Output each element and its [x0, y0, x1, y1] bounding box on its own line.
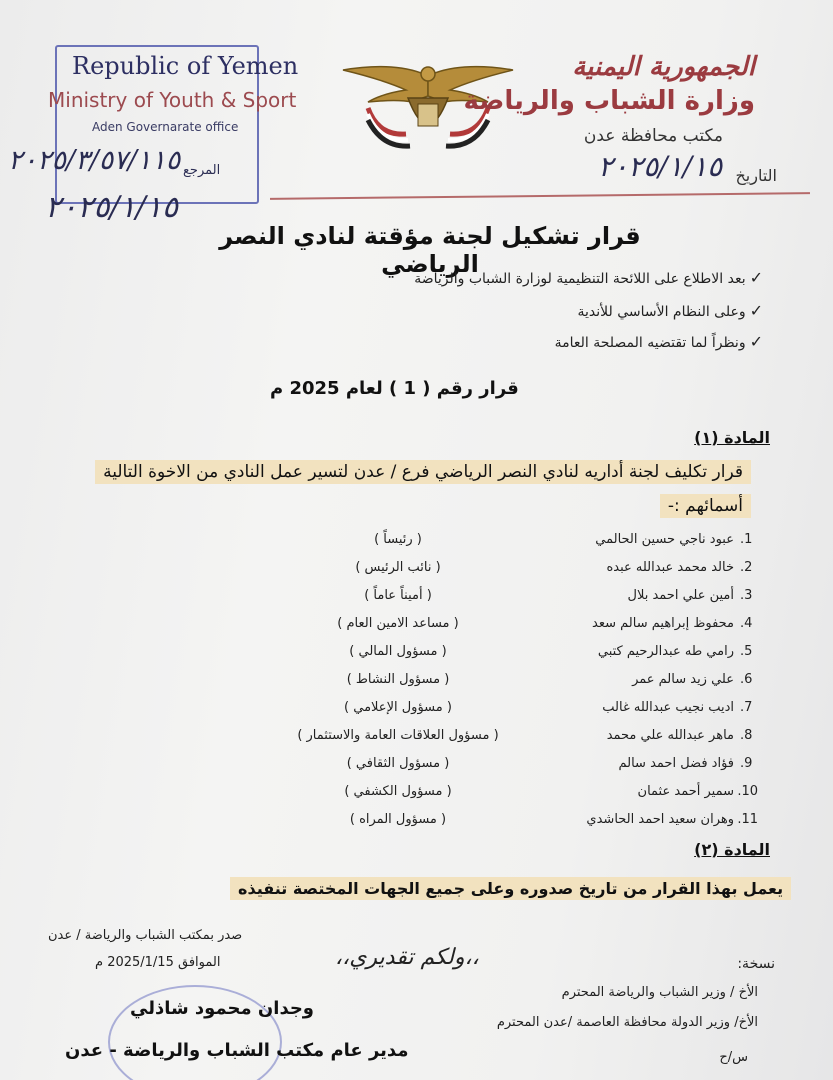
article-1-heading: المادة (١) [694, 428, 770, 447]
office-heading: مكتب محافظة عدن [583, 126, 723, 146]
issued-at: صدر بمكتب الشباب والرياضة / عدن [48, 928, 243, 943]
file-reference: س/ح [719, 1050, 748, 1065]
date-value: ٢٠٢٥/١/١٥ [598, 150, 723, 183]
article-1-text: قرار تكليف لجنة أداريه لنادي النصر الرياضي فرع / عدن لتسير عمل النادي من الاخوة التالية [95, 460, 751, 484]
decision-number: قرار رقم ( 1 ) لعام 2025 م [270, 378, 519, 399]
member-row: 5. رامي طه عبدالرحيم كتبي ( مسؤول المالي ) [349, 644, 753, 659]
copy-heading: نسخة: [737, 956, 775, 972]
republic-heading: الجمهورية اليمنية [572, 52, 755, 82]
reference-number: ٢٠٢٥/٣/٥٧/١١٥ [8, 145, 181, 176]
checkmark-icon: ✓ [749, 268, 763, 287]
ministry-heading: وزارة الشباب والرياضة [463, 86, 755, 116]
member-row: 7. اديب نجيب عبدالله غالب ( مسؤول الإعلامي ) [344, 700, 753, 715]
member-row: 6. علي زيد سالم عمر ( مسؤول النشاط ) [346, 672, 753, 687]
member-row: 11. وهران سعيد احمد الحاشدي ( مسؤول المراه ) [349, 812, 758, 827]
preamble-item: ✓وعلى النظام الأساسي للأندية [577, 301, 763, 320]
checkmark-icon: ✓ [749, 332, 763, 351]
issued-date: الموافق 2025/1/15 م [95, 955, 221, 970]
stamp-ministry: Ministry of Youth & Sport [48, 88, 297, 112]
signatory-name: وجدان محمود شاذلي [130, 998, 314, 1019]
member-row: 3. أمين علي احمد بلال ( أميناً عاماً ) [364, 588, 753, 603]
article-2-heading: المادة (٢) [694, 840, 770, 859]
article-1-text-cont: أسمائهم :- [660, 494, 751, 518]
stamp-country: Republic of Yemen [72, 52, 299, 80]
member-row: 9. فؤاد فضل احمد سالم ( مسؤول الثقافي ) [346, 756, 753, 771]
preamble-item: ✓بعد الاطلاع على اللائحة التنظيمية لوزارة الشباب والرياضة [414, 268, 763, 287]
copy-recipient: الأخ/ وزير الدولة محافظة العاصمة /عدن المحترم [496, 1015, 758, 1030]
checkmark-icon: ✓ [749, 301, 763, 320]
header-divider [270, 192, 810, 200]
member-row: 1. عبود ناجي حسين الحالمي ( رئيساً ) [374, 532, 753, 547]
preamble-item: ✓ونظراً لما تقتضيه المصلحة العامة [554, 332, 763, 351]
article-2-text: يعمل بهذا القرار من تاريخ صدوره وعلى جميع الجهات المختصة تنفيذه [230, 877, 791, 900]
document-title: قرار تشكيل لجنة مؤقتة لنادي النصر الرياضي [219, 222, 641, 278]
reference-label: المرجع [183, 163, 221, 178]
member-row: 2. خالد محمد عبدالله عبده ( نائب الرئيس ) [355, 560, 753, 575]
date-label: التاريخ [735, 166, 777, 185]
stamp-office: Aden Governarate office [92, 120, 239, 134]
member-row: 10. سمير أحمد عثمان ( مسؤول الكشفي ) [344, 784, 758, 799]
member-row: 4. محفوظ إبراهيم سالم سعد ( مساعد الامين العام ) [337, 616, 753, 631]
member-row: 8. ماهر عبدالله علي محمد ( مسؤول العلاقات العامة والاستثمار ) [297, 728, 753, 743]
regards-line: ،،ولكم تقديري،، [335, 945, 479, 970]
copy-recipient: الأخ / وزير الشباب والرياضة المحترم [561, 985, 758, 1000]
signatory-title: مدير عام مكتب الشباب والرياضة - عدن [65, 1040, 409, 1061]
reference-date: ٢٠٢٥/١/١٥ [45, 190, 179, 225]
